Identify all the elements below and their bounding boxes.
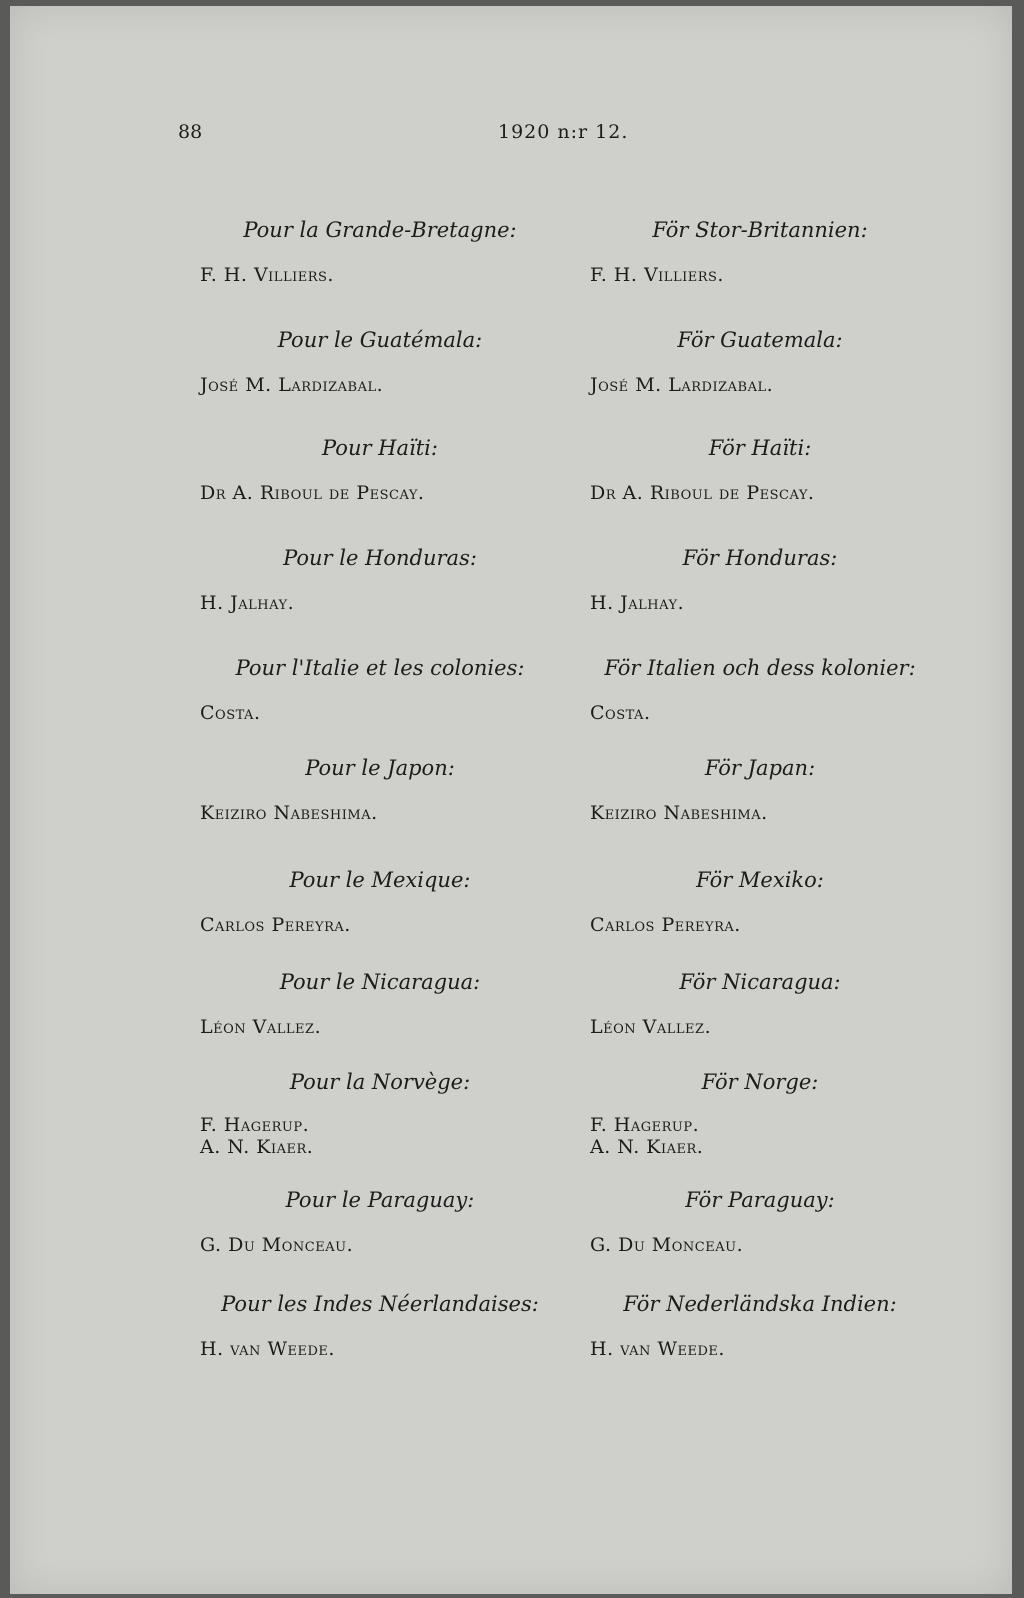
country-heading: För Japan: (704, 756, 816, 780)
signatory-name: G. Du Monceau. (590, 1234, 744, 1256)
signatory-name: Dr A. Riboul de Pescay. (590, 482, 815, 504)
signatory-name: Costa. (200, 702, 261, 724)
country-heading: Pour la Norvège: (289, 1070, 471, 1094)
signatory-name: Keiziro Nabeshima. (590, 802, 768, 824)
country-heading: För Nederländska Indien: (623, 1292, 897, 1316)
country-heading: För Norge: (701, 1070, 819, 1094)
page-number: 88 (178, 121, 203, 143)
country-heading: För Guatemala: (677, 328, 843, 352)
country-heading: För Stor-Britannien: (652, 218, 868, 242)
signatory-name: Costa. (590, 702, 651, 724)
country-heading: Pour la Grande-Bretagne: (243, 218, 517, 242)
signatory-name: H. van Weede. (590, 1338, 725, 1360)
document-page (10, 6, 1012, 1594)
signatory-name: José M. Lardizabal. (590, 374, 774, 396)
signatory-name: José M. Lardizabal. (200, 374, 384, 396)
country-heading: För Paraguay: (685, 1188, 835, 1212)
signatory-name: A. N. Kiaer. (590, 1136, 704, 1158)
country-heading: För Haïti: (708, 436, 812, 460)
signatory-name: Carlos Pereyra. (590, 914, 741, 936)
country-heading: Pour le Mexique: (289, 868, 471, 892)
signatory-name: F. H. Villiers. (200, 264, 334, 286)
country-heading: Pour le Paraguay: (285, 1188, 475, 1212)
signatory-name: Léon Vallez. (200, 1016, 322, 1038)
country-heading: För Honduras: (682, 546, 838, 570)
signatory-name: Léon Vallez. (590, 1016, 712, 1038)
signatory-name: A. N. Kiaer. (200, 1136, 314, 1158)
signatory-name: F. H. Villiers. (590, 264, 724, 286)
signatory-name: Keiziro Nabeshima. (200, 802, 378, 824)
signatory-name: F. Hagerup. (200, 1114, 310, 1136)
signatory-name: H. Jalhay. (590, 592, 685, 614)
signatory-name: Carlos Pereyra. (200, 914, 351, 936)
country-heading: Pour le Japon: (305, 756, 455, 780)
country-heading: För Italien och dess kolonier: (604, 656, 916, 680)
signatory-name: G. Du Monceau. (200, 1234, 354, 1256)
signatory-name: H. van Weede. (200, 1338, 335, 1360)
country-heading: Pour le Nicaragua: (279, 970, 481, 994)
signatory-name: Dr A. Riboul de Pescay. (200, 482, 425, 504)
signatory-name: H. Jalhay. (200, 592, 295, 614)
country-heading: Pour l'Italie et les colonies: (235, 656, 525, 680)
running-title: 1920 n:r 12. (498, 121, 629, 143)
country-heading: För Mexiko: (696, 868, 824, 892)
country-heading: Pour le Honduras: (283, 546, 477, 570)
country-heading: Pour les Indes Néerlandaises: (221, 1292, 539, 1316)
signatory-name: F. Hagerup. (590, 1114, 700, 1136)
country-heading: Pour Haïti: (322, 436, 438, 460)
country-heading: Pour le Guatémala: (277, 328, 483, 352)
country-heading: För Nicaragua: (679, 970, 841, 994)
